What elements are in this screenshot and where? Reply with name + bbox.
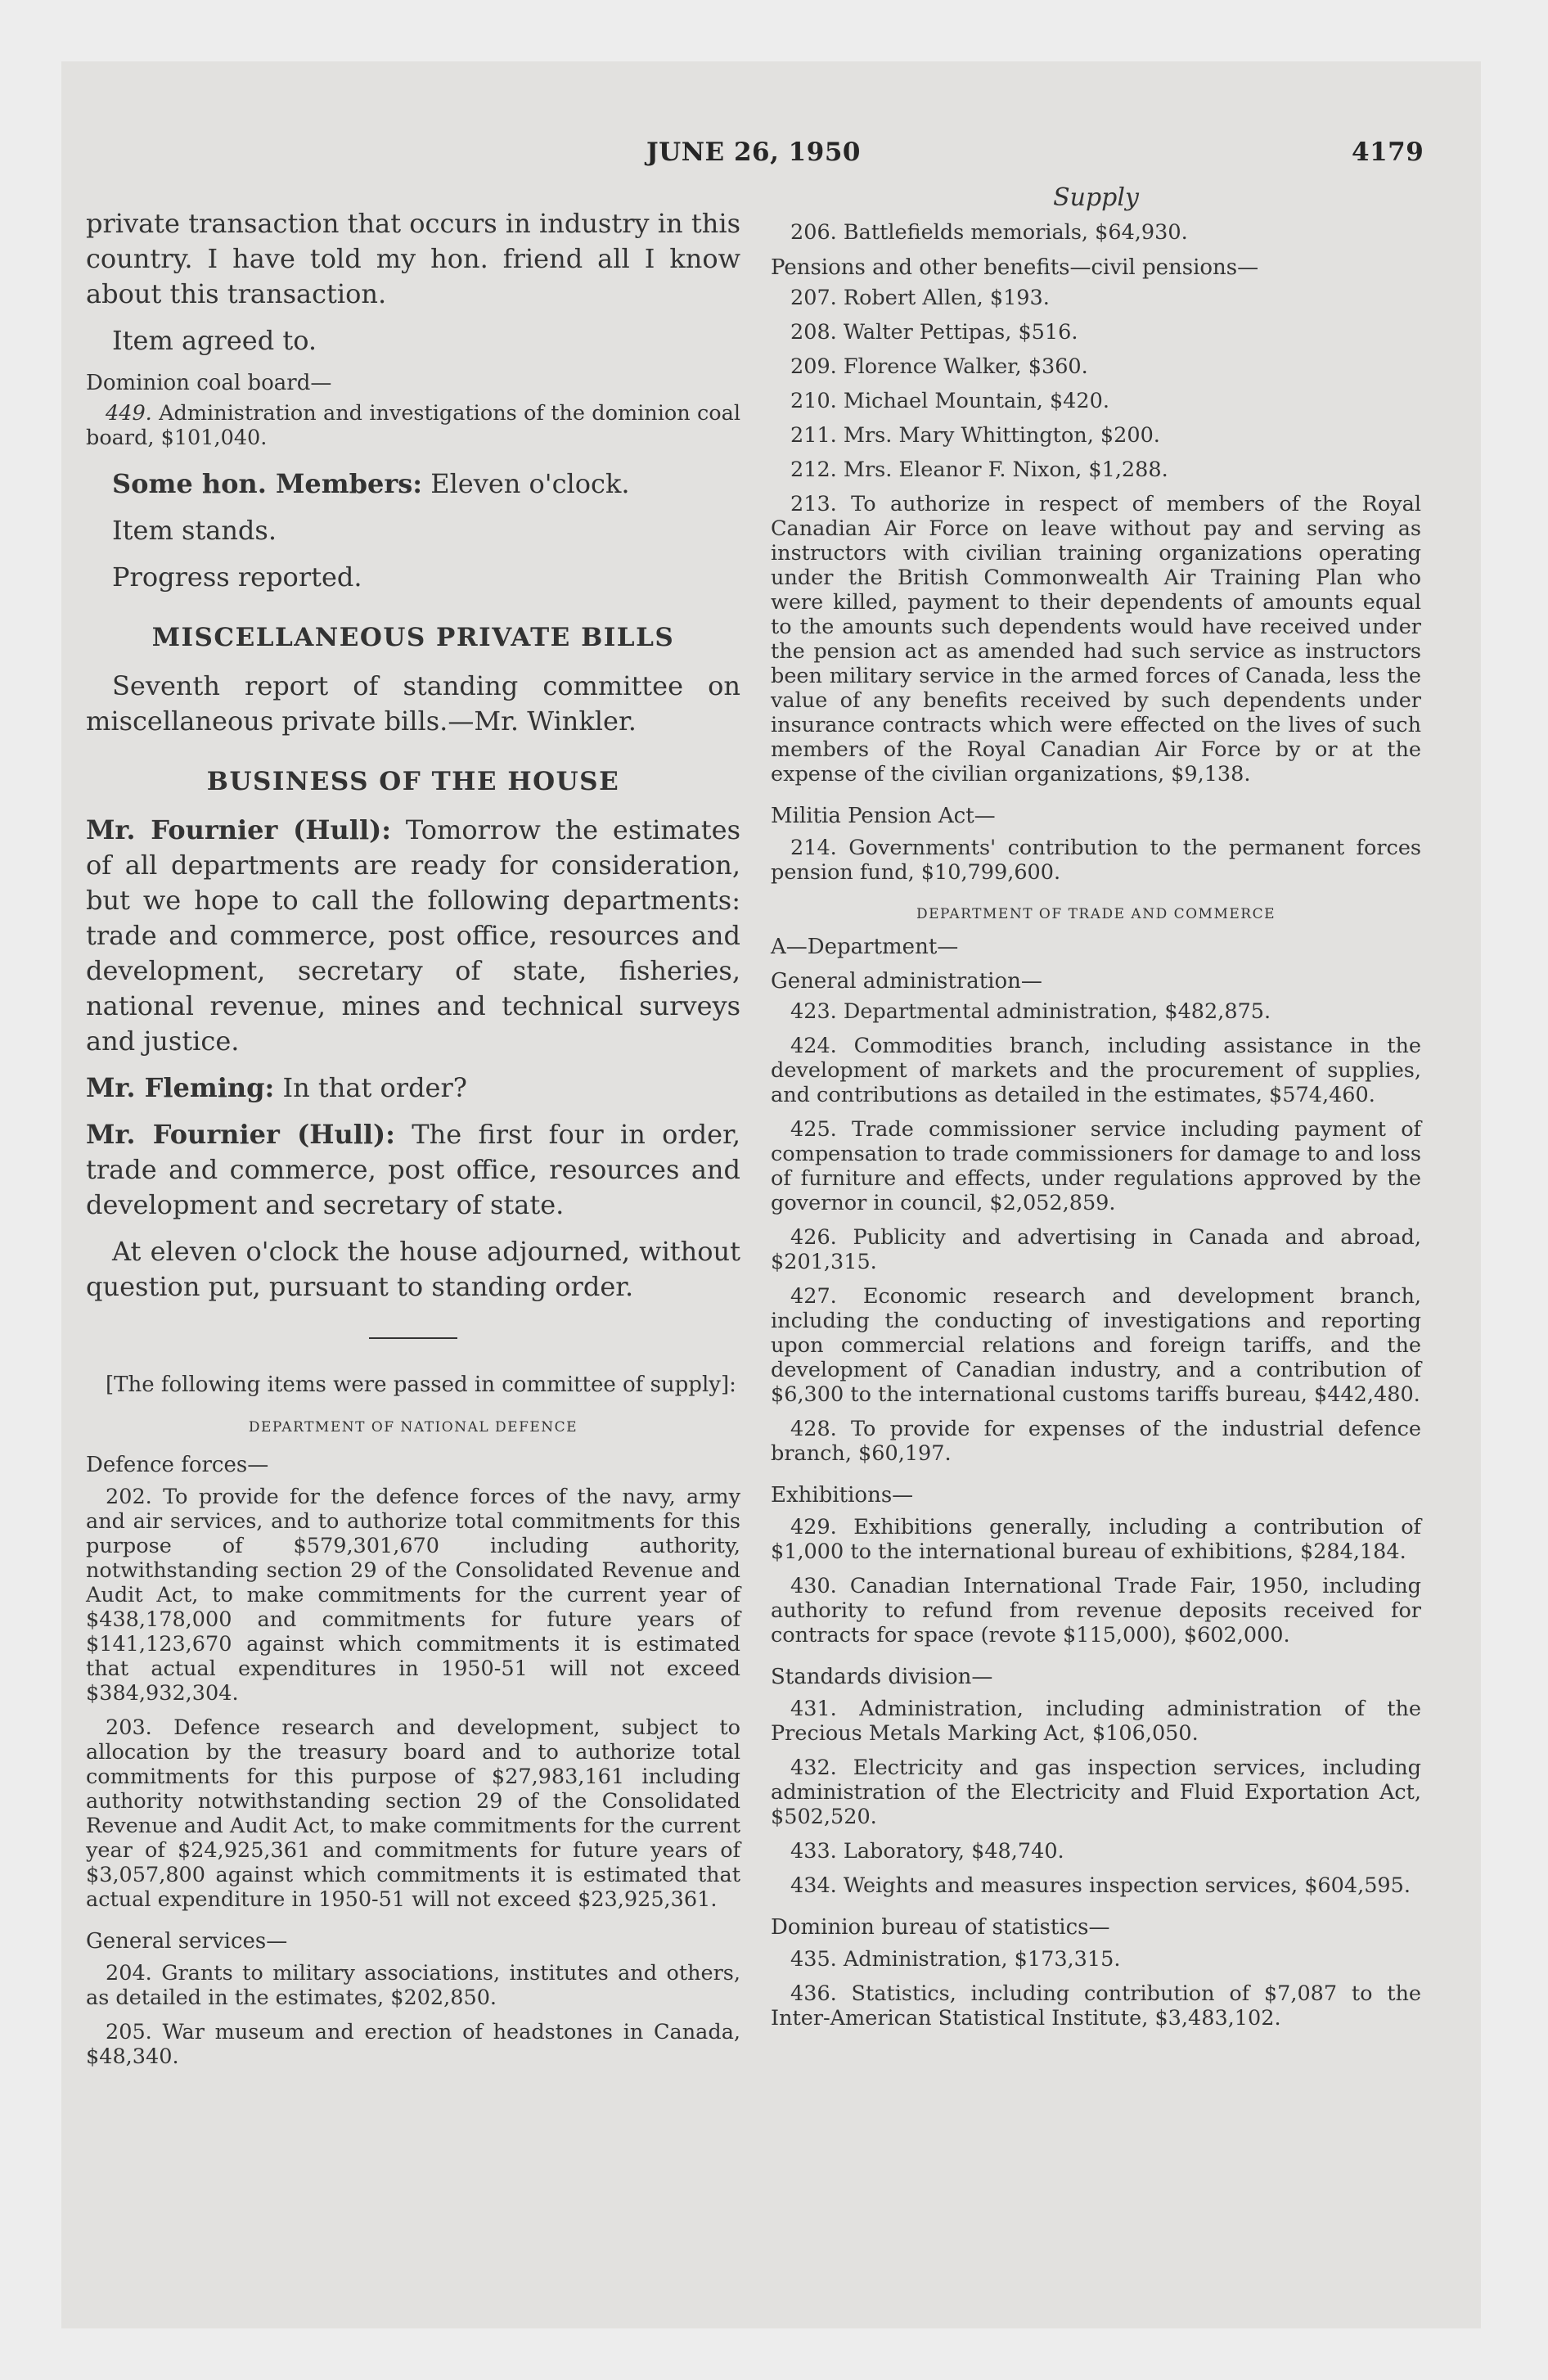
department-heading: DEPARTMENT OF NATIONAL DEFENCE	[248, 1419, 578, 1436]
estimate-item: 213. To authorize in respect of members of the Royal Canadian Air Force on leave without pay and serving as instructors with civilian training organizations operating under the British Commonwealth Air Training Plan who were killed, payment to their dependents of amounts equal to the amounts such dependents would have received under the pension act as amended had such service as instructors been military service in the armed forces of Canada, less the value of any benefits received by such dependents under insurance contracts which were effected on the lives of such members of the Royal Canadian Air Force by or at the expense of the civilian organizations, $9,138.	[771, 492, 1421, 787]
estimate-item: 206. Battlefields memorials, $64,930.	[790, 220, 1188, 245]
estimate-item: 425. Trade commissioner service including payment of compensation to trade commissioners for damage to and loss of furniture and effects, under regulations approved by the governor in council, $2,052,859.	[771, 1117, 1421, 1215]
section-label: Militia Pension Act—	[771, 804, 996, 828]
estimate-item: 207. Robert Allen, $193.	[790, 286, 1050, 310]
divider-rule	[369, 1337, 457, 1339]
speech-text: The first four in order, trade and commerce, post office, resources and development and secretary of state.	[86, 1119, 741, 1220]
page-number: 4179	[1352, 137, 1424, 167]
section-label: General administration—	[771, 969, 1042, 994]
paragraph: Seventh report of standing committee on miscellaneous private bills.—Mr. Winkler.	[86, 670, 740, 737]
estimate-item: 209. Florence Walker, $360.	[790, 354, 1088, 379]
section-label: Defence forces—	[86, 1453, 269, 1477]
speech	[86, 813, 740, 1059]
section-label: General services—	[86, 1929, 288, 1954]
estimate-item: 429. Exhibitions generally, including a contribution of $1,000 to the international bureau of exhibitions, $284,184.	[771, 1515, 1421, 1564]
estimate-item: 211. Mrs. Mary Whittington, $200.	[790, 423, 1160, 448]
estimate-item: 204. Grants to military associations, institutes and others, as detailed in the estimates, $202,850.	[86, 1961, 740, 2010]
estimate-item: 202. To provide for the defence forces of the navy, army and air services, and to authorize total commitments for this purpose of $579,301,670 including authority, notwithstanding section 29 of the Consolidated Revenue and Audit Act, to make commitments for the current year of $438,178,000 and commitments for future years of $141,123,670 against which commitments it is estimated that actual expenditures in 1950-51 will not exceed $384,932,304.	[86, 1485, 740, 1706]
speaker: Mr. Fournier (Hull):	[86, 814, 392, 845]
estimate-item: 426. Publicity and advertising in Canada and abroad, $201,315.	[771, 1225, 1421, 1274]
section-label: Exhibitions—	[771, 1483, 914, 1508]
speaker: Some hon. Members:	[112, 468, 423, 499]
estimate-item: 433. Laboratory, $48,740.	[790, 1839, 1064, 1864]
estimate-item: 210. Michael Mountain, $420.	[790, 389, 1109, 413]
estimate-item: 435. Administration, $173,315.	[790, 1947, 1121, 1972]
estimate-item: 434. Weights and measures inspection services, $604,595.	[790, 1873, 1411, 1898]
section-label: Dominion coal board—	[86, 371, 332, 395]
estimate-item: 427. Economic research and development branch, including the conducting of investigations and reporting upon commercial relations and foreign tariffs, and the development of Canadian industry, and a contribution of $6,300 to the international customs tariffs bureau, $442,480.	[771, 1284, 1421, 1407]
estimate-item: 436. Statistics, including contribution of $7,087 to the Inter-American Statistical Institute, $3,483,102.	[771, 1981, 1421, 2031]
paragraph: Progress reported.	[112, 561, 362, 593]
department-heading: DEPARTMENT OF TRADE AND COMMERCE	[916, 906, 1276, 922]
estimate-item: 212. Mrs. Eleanor F. Nixon, $1,288.	[790, 458, 1168, 482]
estimate-item: 428. To provide for expenses of the industrial defence branch, $60,197.	[771, 1417, 1421, 1466]
estimate-item: 208. Walter Pettipas, $516.	[790, 320, 1078, 345]
speech-text: Tomorrow the estimates of all departments are ready for consideration, but we hope to call the following departments: trade and commerce, post office, resources and development, secretary of state, fisheries, national revenue, mines and technical surveys and justice.	[86, 814, 741, 1057]
section-subhead: Supply	[1053, 183, 1139, 212]
speech	[86, 1117, 740, 1223]
paragraph: private transaction that occurs in industry in this country. I have told my hon. friend all I know about this transaction.	[86, 208, 740, 309]
estimate-item: 424. Commodities branch, including assistance in the development of markets and the procurement of supplies, and contributions as detailed in the estimates, $574,460.	[771, 1034, 1421, 1107]
speech-text: In that order?	[282, 1072, 467, 1103]
paragraph: At eleven o'clock the house adjourned, without question put, pursuant to standing order.	[86, 1236, 740, 1302]
estimate-item: 203. Defence research and development, subject to allocation by the treasury board and to authorize total commitments for this purpose of $27,983,161 including authority notwithstanding section 29 of the Consolidated Revenue and Audit Act, to make commitments for the current year of $24,925,361 and commitments for future years of $3,057,800 against which commitments it is estimated that actual expenditure in 1950-51 will not exceed $23,925,361.	[86, 1715, 740, 1912]
estimate-item: 430. Canadian International Trade Fair, 1950, including authority to refund from revenue deposits received for contracts for space (revote $115,000), $602,000.	[771, 1574, 1421, 1648]
speaker: Mr. Fournier (Hull):	[86, 1119, 395, 1150]
item-text: Administration and investigations of the dominion coal board, $101,040.	[86, 401, 741, 450]
estimate-item: 423. Departmental administration, $482,875.	[790, 999, 1271, 1024]
committee-note: [The following items were passed in committee of supply]:	[106, 1373, 736, 1397]
estimate-item: 214. Governments' contribution to the permanent forces pension fund, $10,799,600.	[771, 836, 1421, 885]
estimate-item: 205. War museum and erection of headstones in Canada, $48,340.	[86, 2020, 740, 2069]
section-heading: MISCELLANEOUS PRIVATE BILLS	[151, 623, 675, 652]
estimate-item: 431. Administration, including administration of the Precious Metals Marking Act, $106,050.	[771, 1697, 1421, 1746]
paragraph: Item stands.	[112, 515, 277, 546]
section-label: Pensions and other benefits—civil pensions—	[771, 255, 1259, 280]
speaker: Mr. Fleming:	[86, 1072, 275, 1103]
speech	[86, 1071, 740, 1106]
estimate-item	[86, 401, 740, 450]
right-column	[771, 183, 1421, 2040]
left-column	[86, 206, 740, 2079]
page-date: JUNE 26, 1950	[646, 137, 861, 167]
section-label: A—Department—	[771, 935, 959, 959]
item-number: 449.	[106, 401, 152, 426]
section-label: Standards division—	[771, 1665, 993, 1689]
estimate-item: 432. Electricity and gas inspection services, including administration of the Electricity and Fluid Exportation Act, $502,520.	[771, 1756, 1421, 1829]
paragraph: Item agreed to.	[112, 325, 317, 356]
section-heading: BUSINESS OF THE HOUSE	[206, 767, 620, 796]
section-label: Dominion bureau of statistics—	[771, 1915, 1110, 1940]
speech-text: Eleven o'clock.	[430, 468, 630, 499]
speech	[86, 467, 740, 502]
